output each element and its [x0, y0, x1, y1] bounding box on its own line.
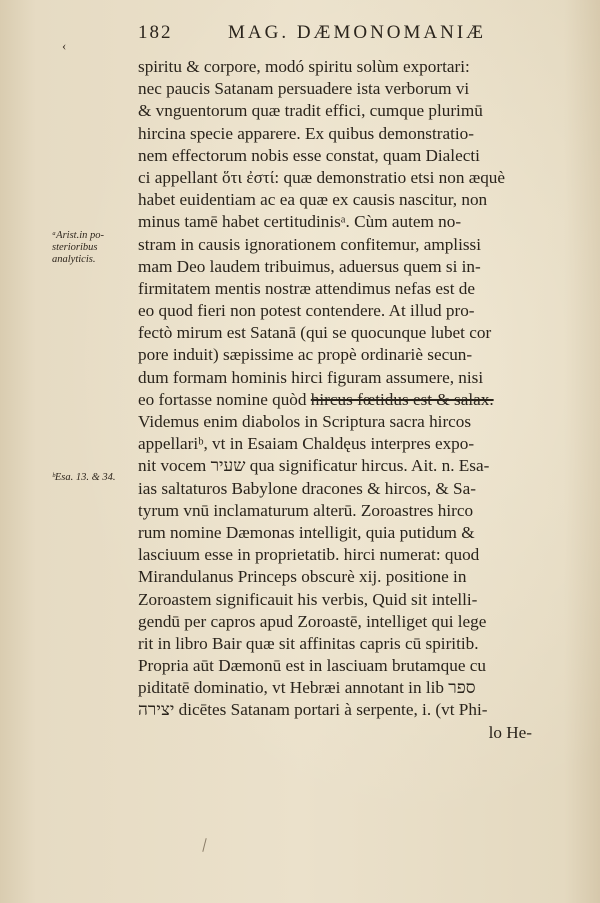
ink-mark	[202, 838, 206, 852]
text-line-9: stram in causis ignorationem confitemur, amplissi	[138, 234, 481, 254]
text-line-8: minus tamē habet certitudinisᵃ. Cùm autem no-	[138, 212, 462, 232]
page-number: 182	[138, 22, 173, 43]
text-line-1: spiritu & corpore, modó spiritu solùm exportari:	[138, 57, 470, 76]
text-line-26: gendū per capros apud Zoroastē, intelliget qui lege	[138, 611, 487, 631]
text-line-16	[138, 389, 570, 411]
text-line-22: rum nomine Dæmonas intelligit, quia putidum &	[138, 522, 475, 542]
text-line-16-start: eo fortasse nomine quòd	[138, 389, 307, 409]
text-line-11: firmitatem mentis nostræ attendimus nefas est de	[138, 278, 475, 298]
text-line-6: ci appellant ὅτι ἐστί: quæ demonstratio etsi non æquè	[138, 167, 506, 187]
text-line-2: nec paucis Satanam persuadere ista verborum vi	[138, 79, 470, 99]
text-line-28: Propria aūt Dæmonū est in lasciuam brutamque cu	[138, 656, 486, 676]
text-line-27: rit in libro Bair quæ sit affinitas capris cū spiritib.	[138, 633, 479, 653]
text-line-21: tyrum vnū inclamaturum alterū. Zoroastres hirco	[138, 500, 474, 520]
text-line-18: appellariᵇ, vt in Esaiam Chaldęus interpres expo-	[138, 434, 475, 454]
text-line-20: ias saltaturos Babylone dracones & hircos, & Sa-	[138, 478, 476, 498]
text-line-24: Mirandulanus Princeps obscurè xij. positione in	[138, 567, 467, 587]
text-line-23: lasciuum esse in proprietatib. hirci numerat: quod	[138, 545, 480, 565]
text-line-17: Videmus enim diabolos in Scriptura sacra hircos	[138, 412, 472, 431]
struck-text: hircus fœtidus est & salax.	[310, 389, 494, 409]
text-line-14: pore induit) sæpissime ac propè ordinariè secun-	[138, 345, 473, 365]
text-line-13: fectò mirum est Satanā (qui se quocunque lubet cor	[138, 323, 492, 343]
text-line-29: piditatē dominatio, vt Hebræi annotant in lib ספר	[138, 678, 476, 698]
margin-note-esaias: ᵇEsa. 13. & 34.	[52, 472, 116, 483]
margin-note-aristotle: ᵃArist.in po- sterioribus analyticis.	[52, 230, 105, 265]
text-line-10: mam Deo laudem tribuimus, aduersus quem si in-	[138, 256, 481, 276]
text-line-15: dum formam hominis hirci figuram assumere, nisi	[138, 367, 484, 387]
text-line-19: nit vocem שעיר qua significatur hircus. Ait. n. Esa-	[138, 456, 490, 476]
text-line-4: hircina specie apparere. Ex quibus demonstratio-	[138, 123, 474, 143]
catchword: lo He-	[488, 722, 532, 742]
text-line-7: habet euidentiam ac ea quæ ex causis nascitur, non	[138, 190, 488, 210]
page-header	[138, 22, 548, 48]
text-line-5: nem effectorum nobis esse constat, quam Dialecti	[138, 145, 480, 165]
text-line-25: Zoroastem significauit his verbis, Quid sit intelli-	[138, 589, 478, 609]
text-line-12: eo quod fieri non potest contendere. At illud pro-	[138, 301, 475, 321]
running-title: MAG. DÆMONOMANIÆ	[228, 22, 487, 43]
body-text	[138, 56, 570, 744]
text-line-3: & vnguentorum quæ tradit effici, cumque plurimū	[138, 101, 483, 121]
text-line-30: יצירה dicētes Satanam portari à serpente, i. (vt Phi-	[138, 700, 488, 720]
gutter-mark: ‹	[62, 38, 67, 53]
